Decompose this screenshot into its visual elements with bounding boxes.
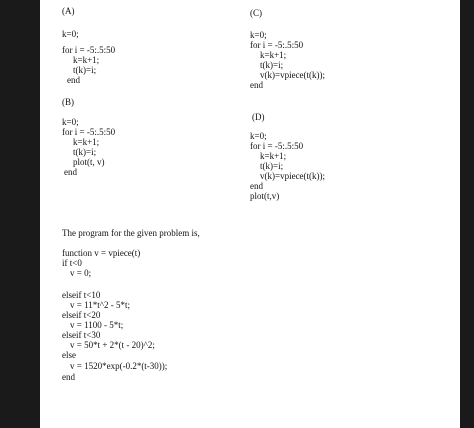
option-c-code-line: t(k)=i; xyxy=(260,60,284,70)
option-b-label: (B) xyxy=(62,97,74,107)
option-b-code-line: k=0; xyxy=(62,117,79,127)
option-a-code-line: t(k)=i; xyxy=(73,65,97,75)
option-d-code-line: v(k)=vpiece(t(k)); xyxy=(260,171,326,181)
option-b-code-line: plot(t, v) xyxy=(73,157,105,167)
option-c-label: (C) xyxy=(250,8,262,18)
option-a-code-line: end xyxy=(67,75,80,85)
option-a-code-line: k=k+1; xyxy=(73,55,100,65)
option-b-code-line: t(k)=i; xyxy=(73,147,97,157)
option-d-code-line: k=k+1; xyxy=(260,151,287,161)
function-code-line: if t<0 xyxy=(62,258,82,268)
function-code-line: else xyxy=(62,350,76,360)
function-code-line: v = 1520*exp(-0.2*(t-30)); xyxy=(70,361,168,371)
option-b-code-line: for i = -5:.5:50 xyxy=(62,127,116,137)
option-c-code-line: k=k+1; xyxy=(260,50,287,60)
function-code-line: end xyxy=(62,372,75,382)
function-code-line: function v = vpiece(t) xyxy=(62,248,141,258)
option-a-label: (A) xyxy=(62,6,75,16)
option-a-code-line: for i = -5:.5:50 xyxy=(62,45,116,55)
function-code-line: v = 1100 - 5*t; xyxy=(70,320,124,330)
function-code-line: elseif t<20 xyxy=(62,310,101,320)
function-code-line: v = 50*t + 2*(t - 20)^2; xyxy=(70,340,155,350)
option-c-code-line: v(k)=vpiece(t(k)); xyxy=(260,70,326,80)
option-b-code-line: end xyxy=(64,167,77,177)
option-d-label: (D) xyxy=(252,112,265,122)
option-d-code-line: plot(t,v) xyxy=(250,191,280,201)
program-intro-text: The program for the given problem is, xyxy=(62,228,200,238)
option-c-code-line: k=0; xyxy=(250,30,267,40)
function-code-line: v = 11*t^2 - 5*t; xyxy=(70,300,130,310)
option-d-code-line: t(k)=i; xyxy=(260,161,284,171)
option-d-code-line: end xyxy=(250,181,263,191)
document-page xyxy=(40,0,460,428)
option-a-code-line: k=0; xyxy=(62,29,79,39)
function-code-line: v = 0; xyxy=(70,268,92,278)
option-d-code-line: k=0; xyxy=(250,131,267,141)
function-code-line: elseif t<30 xyxy=(62,330,101,340)
option-c-code-line: for i = -5:.5:50 xyxy=(250,40,304,50)
option-c-code-line: end xyxy=(250,80,263,90)
function-code-line: elseif t<10 xyxy=(62,290,101,300)
option-d-code-line: for i = -5:.5:50 xyxy=(250,141,304,151)
option-b-code-line: k=k+1; xyxy=(73,137,100,147)
